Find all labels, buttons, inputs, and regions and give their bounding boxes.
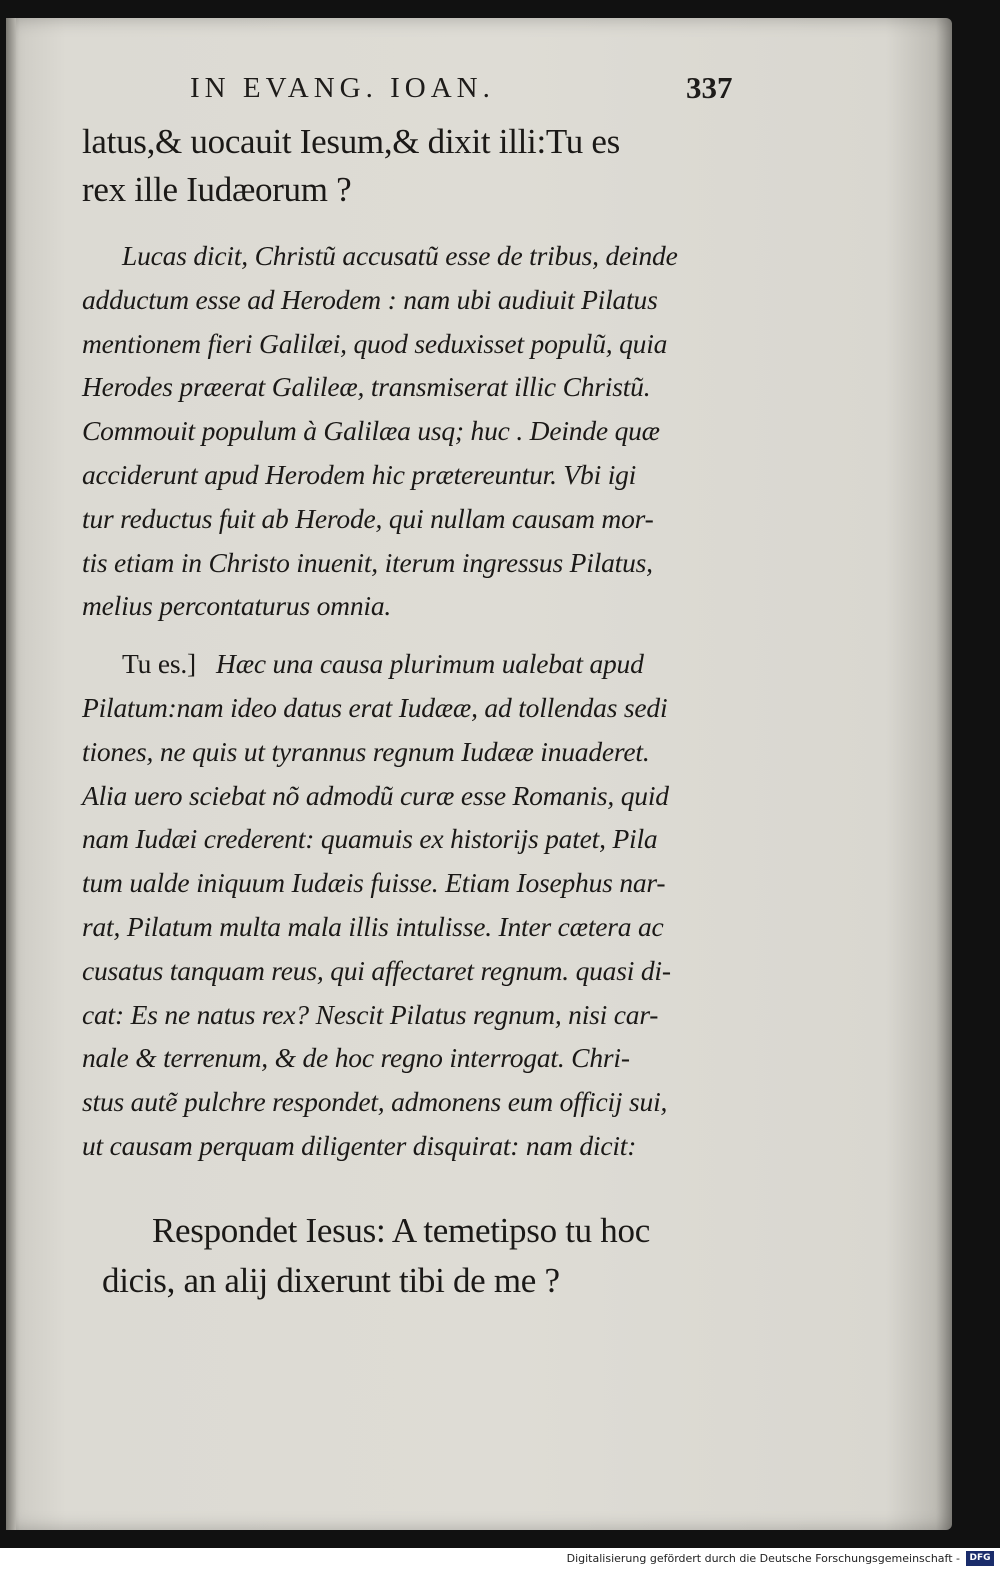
commentary-line: nam Iudæi crederent: quamuis ex historijs patet, Pila	[82, 823, 658, 855]
scripture-verse-1	[82, 118, 752, 214]
commentary-line: Alia uero sciebat nõ admodũ curæ esse Romanis, quid	[82, 779, 669, 811]
commentary-line: tiones, ne quis ut tyrannus regnum Iudææ inuaderet.	[82, 735, 650, 767]
commentary-line: stus autẽ pulchre respondet, admonens eum officij sui,	[82, 1086, 668, 1118]
scripture-line: latus,& uocauit Iesum,& dixit illi:Tu es	[82, 122, 620, 161]
commentary-line: rat, Pilatum multa mala illis intulisse. Inter cætera ac	[82, 910, 664, 942]
commentary-paragraph-1	[82, 234, 752, 628]
scripture-line: rex ille Iudæorum ?	[82, 170, 352, 209]
lemma: Tu es.]	[122, 648, 196, 680]
funding-credit: Digitalisierung gefördert durch die Deutsche Forschungsgemeinschaft -	[566, 1552, 960, 1565]
page-number: 337	[686, 70, 733, 105]
commentary-line	[82, 642, 752, 686]
commentary-line: tur reductus fuit ab Herode, qui nullam causam mor-	[82, 502, 654, 534]
commentary-line: Pilatum:nam ideo datus erat Iudææ, ad tollendas sedi	[82, 691, 668, 723]
commentary-line: mentionem fieri Galilæi, quod seduxisset populũ, quia	[82, 327, 668, 359]
commentary-line: Commouit populum à Galilæa usq; huc . Deinde quæ	[82, 415, 660, 447]
commentary-line: Herodes præerat Galileæ, transmiserat illic Christũ.	[82, 371, 651, 403]
commentary-line: tis etiam in Christo inuenit, iterum ingressus Pilatus,	[82, 546, 653, 578]
commentary-line: ut causam perquam diligenter disquirat: nam dicit:	[82, 1129, 637, 1161]
scripture-line: Respondet Iesus: A temetipso tu hoc	[152, 1210, 650, 1250]
commentary-line: nale & terrenum, & de hoc regno interrogat. Chri-	[82, 1042, 630, 1074]
running-head: IN EVANG. IOAN.	[190, 72, 495, 104]
commentary-paragraph-2	[82, 642, 752, 1168]
commentary-line: adductum esse ad Herodem : nam ubi audiuit Pilatus	[82, 283, 658, 315]
page-gutter-edge	[6, 18, 16, 1530]
commentary-line-text: Hæc una causa plurimum ualebat apud	[216, 648, 644, 680]
commentary-line: cusatus tanquam reus, qui affectaret regnum. quasi di-	[82, 954, 671, 986]
dfg-logo: DFG	[966, 1551, 994, 1566]
commentary-line: tum ualde iniquum Iudæis fuisse. Etiam Iosephus nar-	[82, 867, 666, 899]
main-text-block	[82, 118, 752, 1306]
commentary-line: melius percontaturus omnia.	[82, 590, 392, 622]
commentary-line: Lucas dicit, Christũ accusatũ esse de tribus, deinde	[122, 240, 678, 271]
scripture-verse-2	[82, 1206, 752, 1306]
scripture-line: dicis, an alij dixerunt tibi de me ?	[102, 1260, 560, 1300]
commentary-line: acciderunt apud Herodem hic prætereuntur. Vbi igi	[82, 458, 637, 490]
commentary-line: cat: Es ne natus rex? Nescit Pilatus regnum, nisi car-	[82, 998, 659, 1030]
